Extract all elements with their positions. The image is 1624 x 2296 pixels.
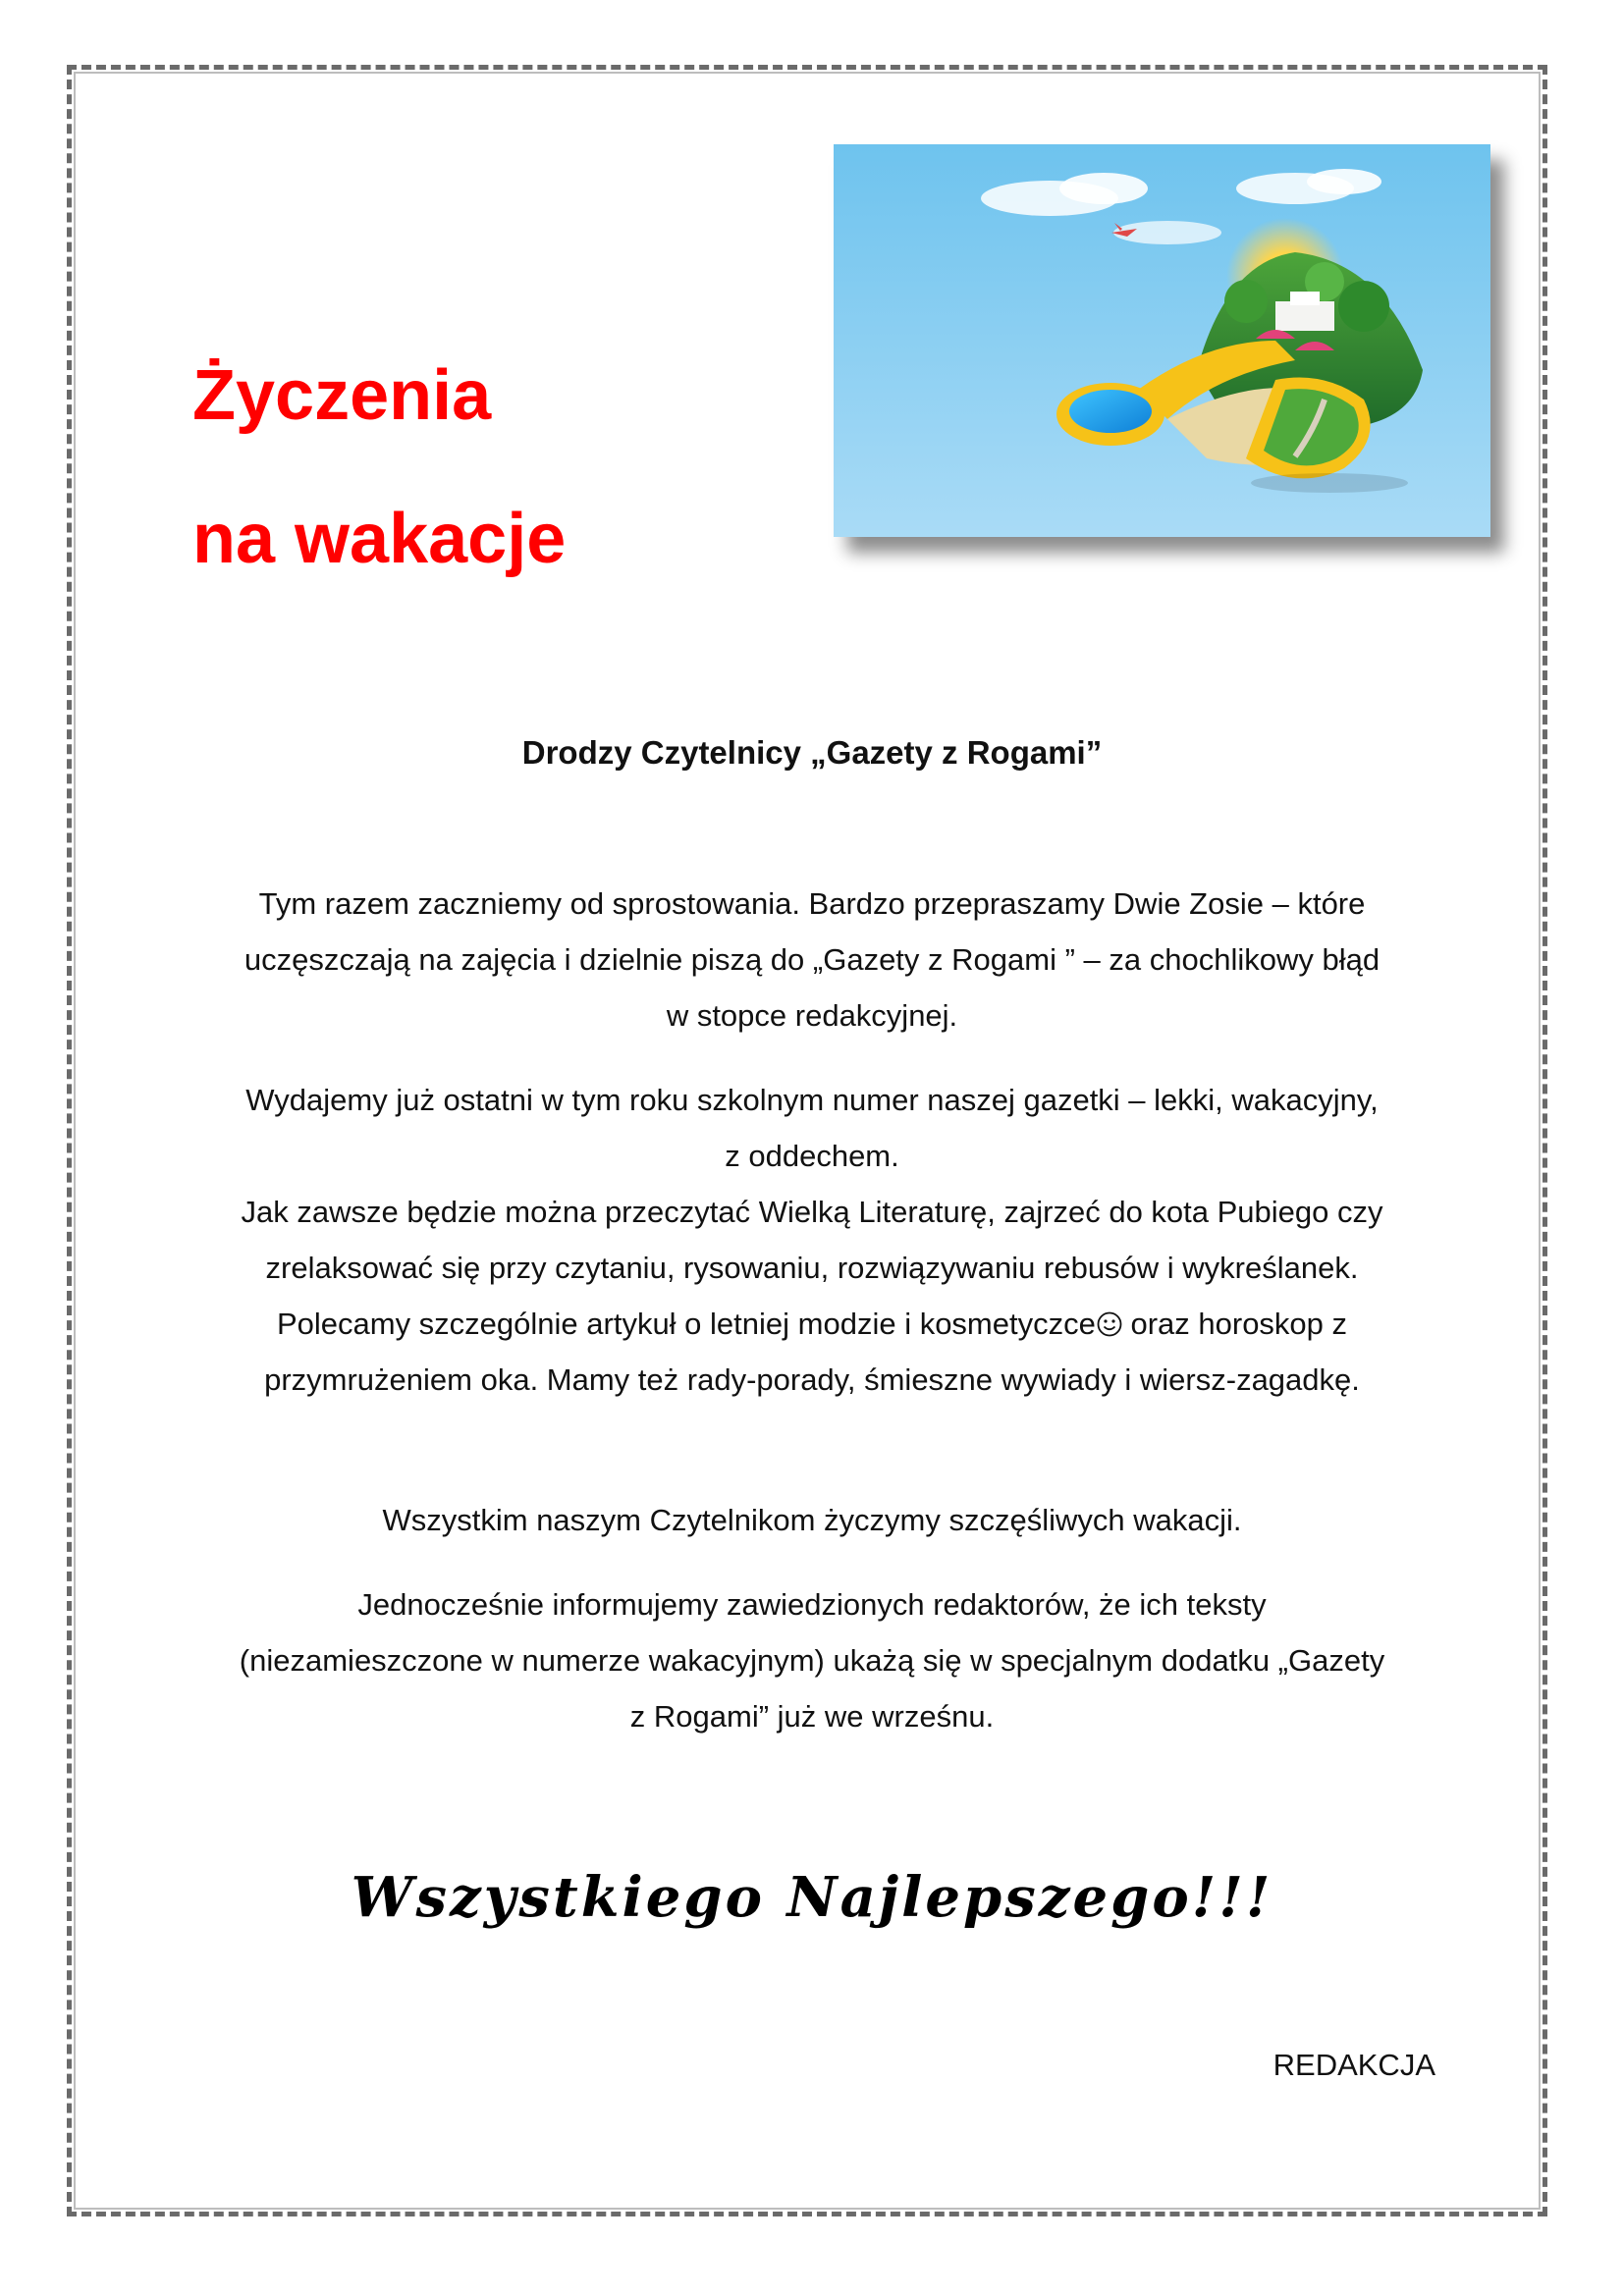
paragraph-line: Tym razem zaczniemy od sprostowania. Bardzo przepraszamy Dwie Zosie – które [258,886,1366,921]
title-line-1: Życzenia [192,356,492,435]
text-fragment: oraz horoskop z [1121,1307,1348,1341]
beach-illustration-image [834,144,1490,537]
signature: REDAKCJA [1272,2048,1435,2082]
paragraph-line: uczęszczają na zajęcia i dzielnie piszą do „Gazety z Rogami ” – za chochlikowy błąd [244,942,1380,977]
smiley-face-icon [1097,1311,1122,1337]
title-line-2: na wakacje [192,500,567,578]
paragraph-line: zrelaksować się przy czytaniu, rysowaniu, rozwiązywaniu rebusów i wykreślanek. [265,1251,1359,1285]
paragraph-line: Jak zawsze będzie można przeczytać Wielką Literaturę, zajrzeć do kota Pubiego czy [241,1195,1383,1229]
paragraph-line: z oddechem. [725,1139,899,1173]
paragraph-line: (niezamieszczone w numerze wakacyjnym) ukażą się w specjalnym dodatku „Gazety [239,1643,1385,1678]
page-title [192,324,566,611]
paragraph-line: przymrużeniem oka. Mamy też rady-porady, śmieszne wywiady i wiersz-zagadkę. [264,1362,1360,1397]
paragraph-announcement [187,1576,1437,1744]
paragraph-line: Wydajemy już ostatni w tym roku szkolnym numer naszej gazetki – lekki, wakacyjny, [245,1083,1379,1117]
beach-flip-flop-island-icon [834,144,1490,537]
paragraph-issue-intro [187,1072,1437,1408]
paragraph-wishes: Wszystkim naszym Czytelnikom życzymy szczęśliwych wakacji. [382,1503,1242,1537]
closing-wishes: Wszystkiego Najlepszego!!! [351,1865,1273,1930]
paragraph-line: Jednocześnie informujemy zawiedzionych redaktorów, że ich teksty [357,1587,1267,1622]
paragraph-line-with-smiley [187,1296,1437,1352]
paragraph-line: z Rogami” już we wrześnu. [629,1699,995,1734]
greeting-heading: Drodzy Czytelnicy „Gazety z Rogami” [521,734,1103,771]
paragraph-correction [187,876,1437,1043]
paragraph-line: w stopce redakcyjnej. [666,998,958,1033]
text-fragment: Polecamy szczególnie artykuł o letniej modzie i kosmetyczce [276,1307,1096,1341]
